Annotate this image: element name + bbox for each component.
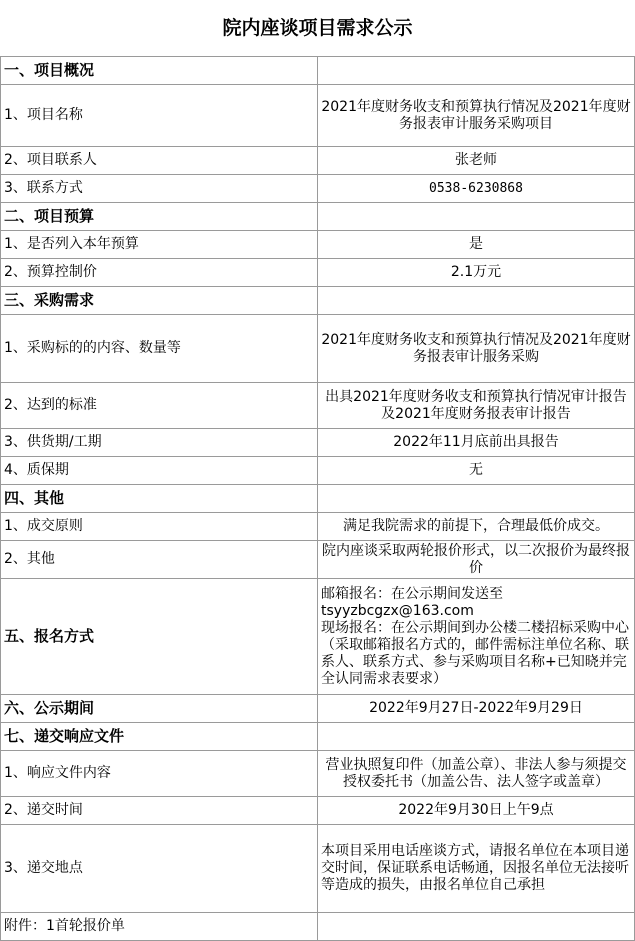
empty-cell <box>318 203 635 231</box>
submit-time-label: 2、递交时间 <box>1 797 318 825</box>
standard-value: 出具2021年度财务收支和预算执行情况审计报告及2021年度财务报表审计报告 <box>318 383 635 429</box>
section-submit: 七、递交响应文件 <box>1 723 318 751</box>
other-label: 2、其他 <box>1 541 318 579</box>
doc-content-label: 1、响应文件内容 <box>1 751 318 797</box>
standard-label: 2、达到的标准 <box>1 383 318 429</box>
submit-place-label: 3、递交地点 <box>1 825 318 913</box>
register-value <box>318 579 635 695</box>
section-budget: 二、项目预算 <box>1 203 318 231</box>
in-budget-label: 1、是否列入本年预算 <box>1 231 318 259</box>
contact-label: 2、项目联系人 <box>1 147 318 175</box>
principle-label: 1、成交原则 <box>1 513 318 541</box>
content-value: 2021年度财务收支和预算执行情况及2021年度财务报表审计服务采购 <box>318 315 635 383</box>
delivery-label: 3、供货期/工期 <box>1 429 318 457</box>
contact-value: 张老师 <box>318 147 635 175</box>
phone-label: 3、联系方式 <box>1 175 318 203</box>
principle-value: 满足我院需求的前提下，合理最低价成交。 <box>318 513 635 541</box>
period-value: 2022年9月27日-2022年9月29日 <box>318 695 635 723</box>
doc-content-value: 营业执照复印件（加盖公章）、非法人参与须提交授权委托书（加盖公告、法人签字或盖章） <box>318 751 635 797</box>
content-label: 1、采购标的的内容、数量等 <box>1 315 318 383</box>
page-title: 院内座谈项目需求公示 <box>1 1 635 57</box>
register-onsite: 现场报名：在公示期间到办公楼二楼招标采购中心 <box>321 619 629 636</box>
empty-cell <box>318 913 635 941</box>
empty-cell <box>318 485 635 513</box>
budget-limit-label: 2、预算控制价 <box>1 259 318 287</box>
attachment-label: 附件：1首轮报价单 <box>1 913 318 941</box>
submit-time-value: 2022年9月30日上午9点 <box>318 797 635 825</box>
warranty-label: 4、质保期 <box>1 457 318 485</box>
section-overview: 一、项目概况 <box>1 57 318 85</box>
warranty-value: 无 <box>318 457 635 485</box>
delivery-value: 2022年11月底前出具报告 <box>318 429 635 457</box>
project-name-label: 1、项目名称 <box>1 85 318 147</box>
in-budget-value: 是 <box>318 231 635 259</box>
phone-value: 0538-6230868 <box>318 175 635 203</box>
section-other: 四、其他 <box>1 485 318 513</box>
section-period: 六、公示期间 <box>1 695 318 723</box>
other-value: 院内座谈采取两轮报价形式，以二次报价为最终报价 <box>318 541 635 579</box>
register-email: 邮箱报名：在公示期间发送至tsyyzbcgzx@163.com <box>321 585 503 619</box>
empty-cell <box>318 287 635 315</box>
section-register: 五、报名方式 <box>1 579 318 695</box>
register-note: （采取邮箱报名方式的，邮件需标注单位名称、联系人、联系方式、参与采购项目名称+已知晓并完全认同需求表要求） <box>321 636 629 687</box>
empty-cell <box>318 57 635 85</box>
project-name-value: 2021年度财务收支和预算执行情况及2021年度财务报表审计服务采购项目 <box>318 85 635 147</box>
budget-limit-value: 2.1万元 <box>318 259 635 287</box>
empty-cell <box>318 723 635 751</box>
submit-place-value: 本项目采用电话座谈方式，请报名单位在本项目递交时间，保证联系电话畅通，因报名单位无法接听等造成的损失，由报名单位自己承担 <box>318 825 635 913</box>
section-demand: 三、采购需求 <box>1 287 318 315</box>
